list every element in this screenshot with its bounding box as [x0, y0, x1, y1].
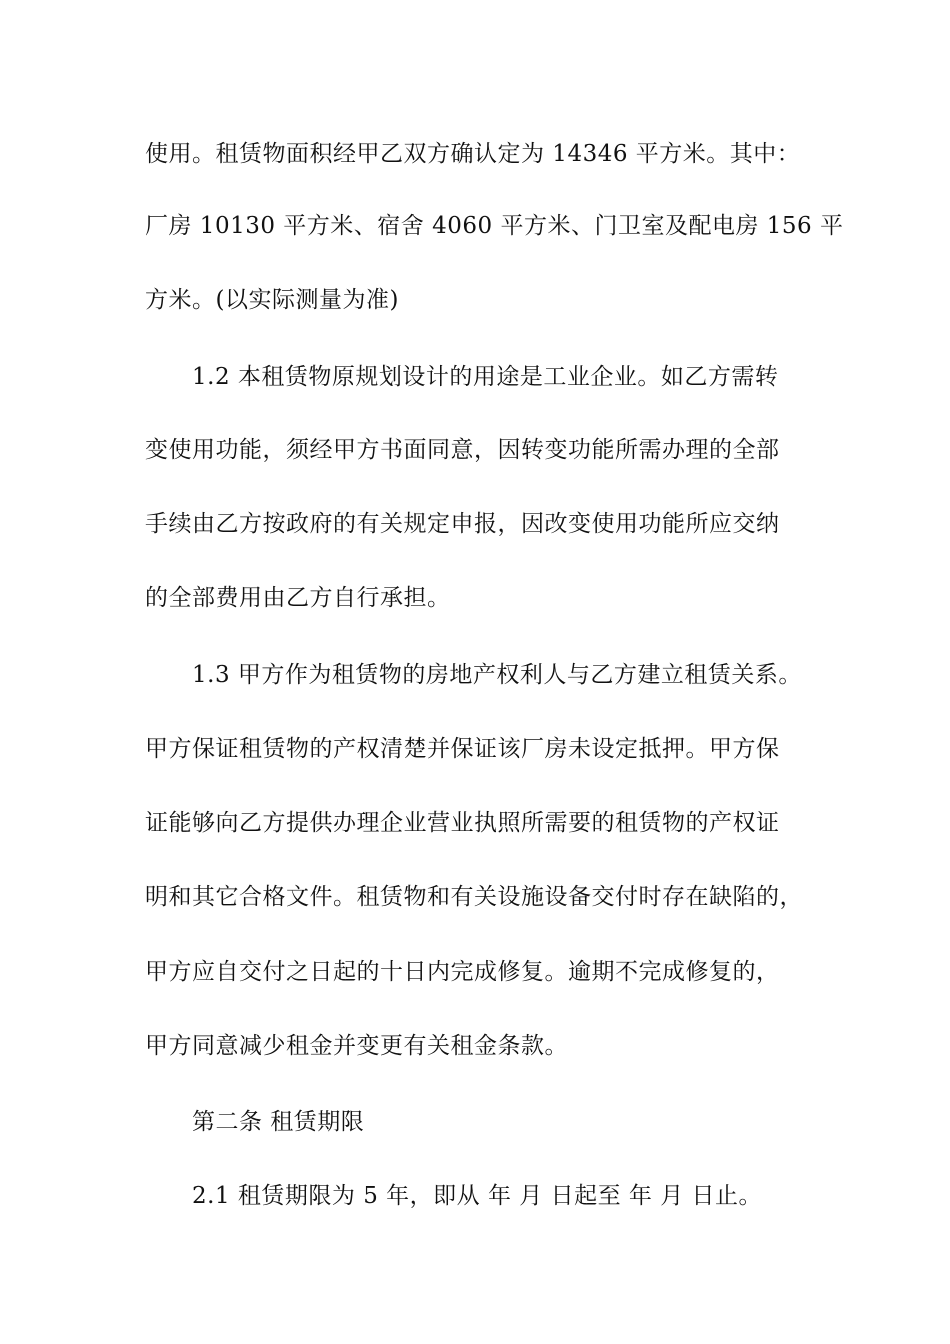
section-1-3-start: 1.3 甲方作为租赁物的房地产权利人与乙方建立租赁关系。: [192, 662, 802, 688]
text-line: 方米。(以实际测量为准): [145, 287, 399, 313]
text-line: 厂房 10130 平方米、宿舍 4060 平方米、门卫室及配电房 156 平: [145, 213, 844, 239]
section-2-1-start: 2.1 租赁期限为 5 年，即从 年 月 日起至 年 月 日止。: [192, 1183, 763, 1209]
text-line: 的全部费用由乙方自行承担。: [145, 585, 451, 611]
text-line: 证能够向乙方提供办理企业营业执照所需要的租赁物的产权证: [145, 810, 780, 836]
text-line: 甲方应自交付之日起的十日内完成修复。逾期不完成修复的，: [145, 959, 780, 985]
text-line: 变使用功能，须经甲方书面同意，因转变功能所需办理的全部: [145, 437, 780, 463]
text-line: 明和其它合格文件。租赁物和有关设施设备交付时存在缺陷的，: [145, 884, 803, 910]
text-line: 手续由乙方按政府的有关规定申报，因改变使用功能所应交纳: [145, 511, 780, 537]
text-line: 使用。租赁物面积经甲乙双方确认定为 14346 平方米。其中：: [145, 141, 801, 167]
text-line: 甲方同意减少租金并变更有关租金条款。: [145, 1033, 568, 1059]
text-line: 甲方保证租赁物的产权清楚并保证该厂房未设定抵押。甲方保: [145, 736, 780, 762]
section-1-2-start: 1.2 本租赁物原规划设计的用途是工业企业。如乙方需转: [192, 364, 779, 390]
article-2-heading: 第二条 租赁期限: [192, 1109, 365, 1135]
